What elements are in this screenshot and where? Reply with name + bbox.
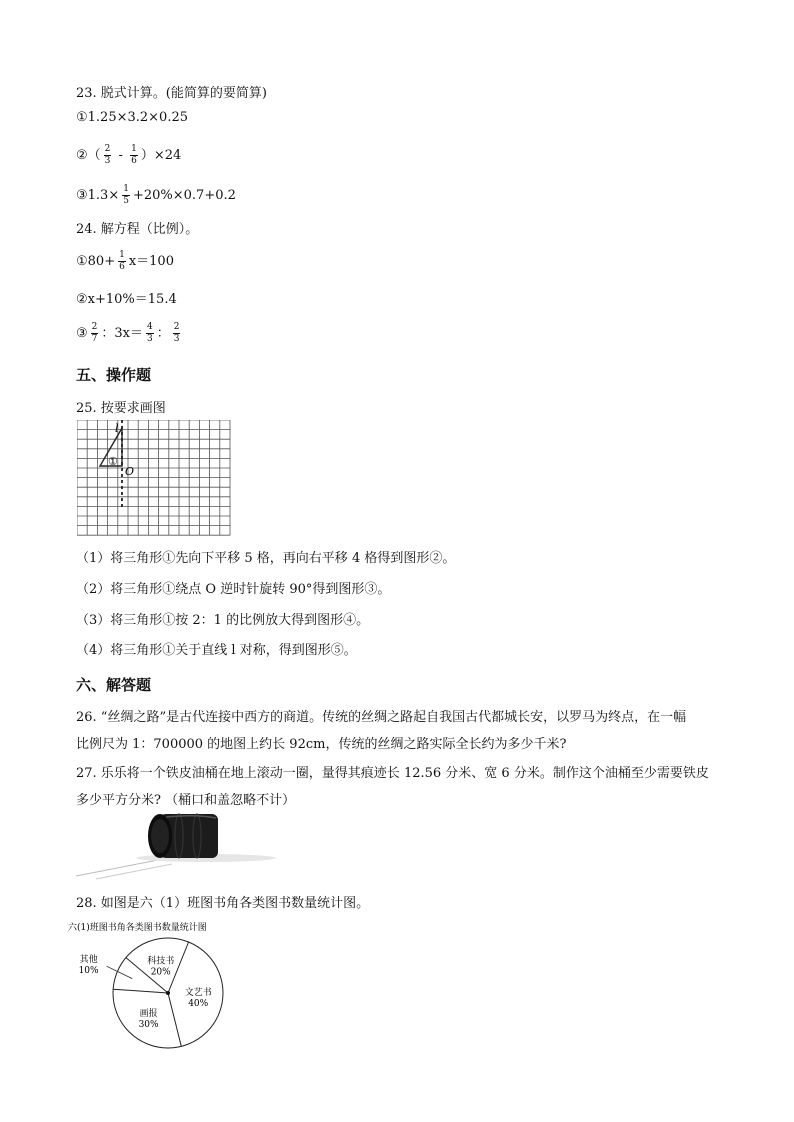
pie-slice-0 [168,942,189,993]
q25-step-4: （4）将三角形①关于直线 l 对称，得到图形⑤。 [76,643,357,658]
q25-step-2: （2）将三角形①绕点 O 逆时针旋转 90°得到图形③。 [76,582,391,597]
q27-line-2: 多少平方分米? （桶口和盖忽略不计） [76,793,296,808]
q24-title: 24. 解方程（比例）。 [76,222,199,237]
q23-item3-prefix: ③1.3× [76,188,120,203]
q24-item-2: ②x+10%＝15.4 [76,292,177,307]
barrel-end-ring [151,819,169,853]
q23-item-2 [76,144,181,167]
q24-item-3 [76,322,183,345]
q25-title: 25. 按要求画图 [76,401,166,416]
q24-item1-suffix: x＝100 [128,254,174,269]
pie-center-dot [166,991,170,995]
label-l: l [115,422,119,435]
q25-step-3: （3）将三角形①按 2：1 的比例放大得到图形④。 [76,613,370,628]
q25-step-1: （1）将三角形①先向下平移 5 格，再向右平移 4 格得到图形②。 [76,551,456,566]
fraction: $\frac{1}{6}$ [119,250,125,272]
fraction: $\frac{2}{3}$ [173,322,180,344]
pie-label-category: 其他 [79,955,98,966]
q26-line-2: 比例尺为 1：700000 的地图上约长 92cm，传统的丝绸之路实际全长约为多少千米? [76,737,567,752]
chart-title: 六(1)班图书角各类图书数量统计图 [68,923,207,933]
fraction: $\frac{2}{3}$ [104,144,111,166]
pie-slice-2 [113,989,168,993]
q24-item3-prefix: ③ [76,326,88,341]
q26-text [76,704,728,758]
ground-trace-line [96,864,172,879]
fraction: $\frac{1}{6}$ [131,144,137,166]
pie-label-value: 40% [188,999,209,1010]
fraction: $\frac{4}{3}$ [147,322,153,344]
q24-item1-prefix: ①80+ [76,254,116,269]
grid-lines [77,420,230,535]
q28-title: 28. 如图是六（1）班图书角各类图书数量统计图。 [76,896,370,911]
pie-label-value: 10% [78,966,99,977]
grid-figure [77,420,239,538]
pie-label-category: 文艺书 [184,988,212,999]
pie-label-category: 科技书 [147,956,175,967]
q24-item-1 [76,250,174,273]
pie-label-value: 20% [150,967,171,978]
q23-item3-suffix: +20%×0.7+0.2 [132,188,236,203]
minus-sign: - [118,148,123,163]
q23-item2-suffix: ）×24 [140,148,182,163]
pie-label-value: 30% [138,1020,159,1031]
q27-line-1: 27. 乐乐将一个铁皮油桶在地上滚动一圈，量得其痕迹长 12.56 分米、宽 6 分米。制作这个油桶至少需要铁皮 [76,766,709,781]
q23-title: 23. 脱式计算。(能简算的要简算) [76,86,267,101]
ground-trace-line [76,860,158,876]
q26-line-1: 26. “丝绸之路”是古代连接中西方的商道。传统的丝绸之路起自我国古代都城长安，以罗马为终点，在一幅 [76,710,687,725]
label-triangle-1: ① [108,455,118,468]
fraction: $\frac{2}{7}$ [91,322,98,344]
section-title-5: 五、操作题 [76,366,152,384]
q24-item3-colon: ： [156,326,170,341]
label-point-o: O [125,465,135,478]
q24-item3-mid: ：3x＝ [101,326,143,341]
q23-item-3 [76,184,236,207]
q23-item-1: ①1.25×3.2×0.25 [76,110,189,125]
fraction: $\frac{1}{5}$ [123,184,129,206]
pie-label-category: 画报 [139,1009,158,1020]
oil-barrel-illustration [76,808,276,880]
q27-text [76,760,728,814]
section-title-6: 六、解答题 [76,676,152,694]
pie-chart [64,918,264,1058]
pie-slice-1 [168,993,181,1046]
q23-item2-prefix: ②（ [76,148,101,163]
